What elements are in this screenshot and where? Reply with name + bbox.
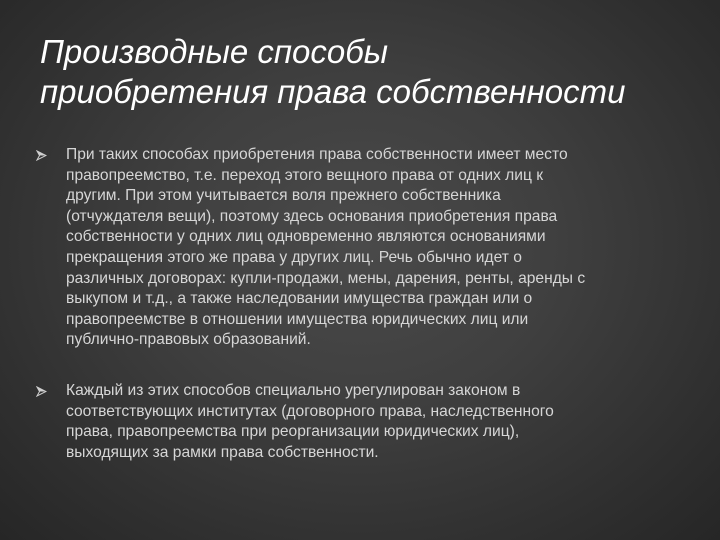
bullet-line: собственности у одних лиц одновременно являются основаниями (66, 228, 546, 246)
bullet-text (66, 145, 686, 351)
bullet-line: выкупом и т.д., а также наследовании имущества граждан или о (66, 290, 533, 308)
bullet-list (36, 145, 686, 463)
bullet-line: права, правопреемства при реорганизации юридических лиц), (66, 423, 520, 441)
slide-title (40, 32, 680, 112)
arrowhead-bullet-icon (36, 386, 47, 397)
bullet-line: правопреемстве в отношении имущества юридических лиц или (66, 310, 529, 328)
bullet-line: другим. При этом учитывается воля прежнего собственника (66, 187, 501, 205)
bullet-item (36, 381, 686, 463)
bullet-line: прекращения этого же права у других лиц. Речь обычно идет о (66, 248, 522, 266)
bullet-line: (отчуждателя вещи), поэтому здесь основания приобретения права (66, 207, 558, 225)
title-line: приобретения права собственности (40, 73, 626, 110)
arrowhead-bullet-icon (36, 150, 47, 161)
bullet-line: При таких способах приобретения права собственности имеет место (66, 146, 568, 163)
bullet-line: выходящих за рамки права собственности. (66, 443, 379, 461)
bullet-text (66, 381, 686, 463)
bullet-line: различных договорах: купли-продажи, мены, дарения, ренты, аренды с (66, 269, 586, 287)
bullet-line: соответствующих институтах (договорного права, наследственного (66, 402, 554, 420)
bullet-line: публично-правовых образований. (66, 331, 311, 349)
bullet-line: правопреемство, т.е. переход этого вещного права от одних лиц к (66, 166, 544, 184)
bullet-line: Каждый из этих способов специально урегулирован законом в (66, 381, 521, 399)
title-line: Производные способы (40, 33, 389, 70)
bullet-item (36, 145, 686, 351)
